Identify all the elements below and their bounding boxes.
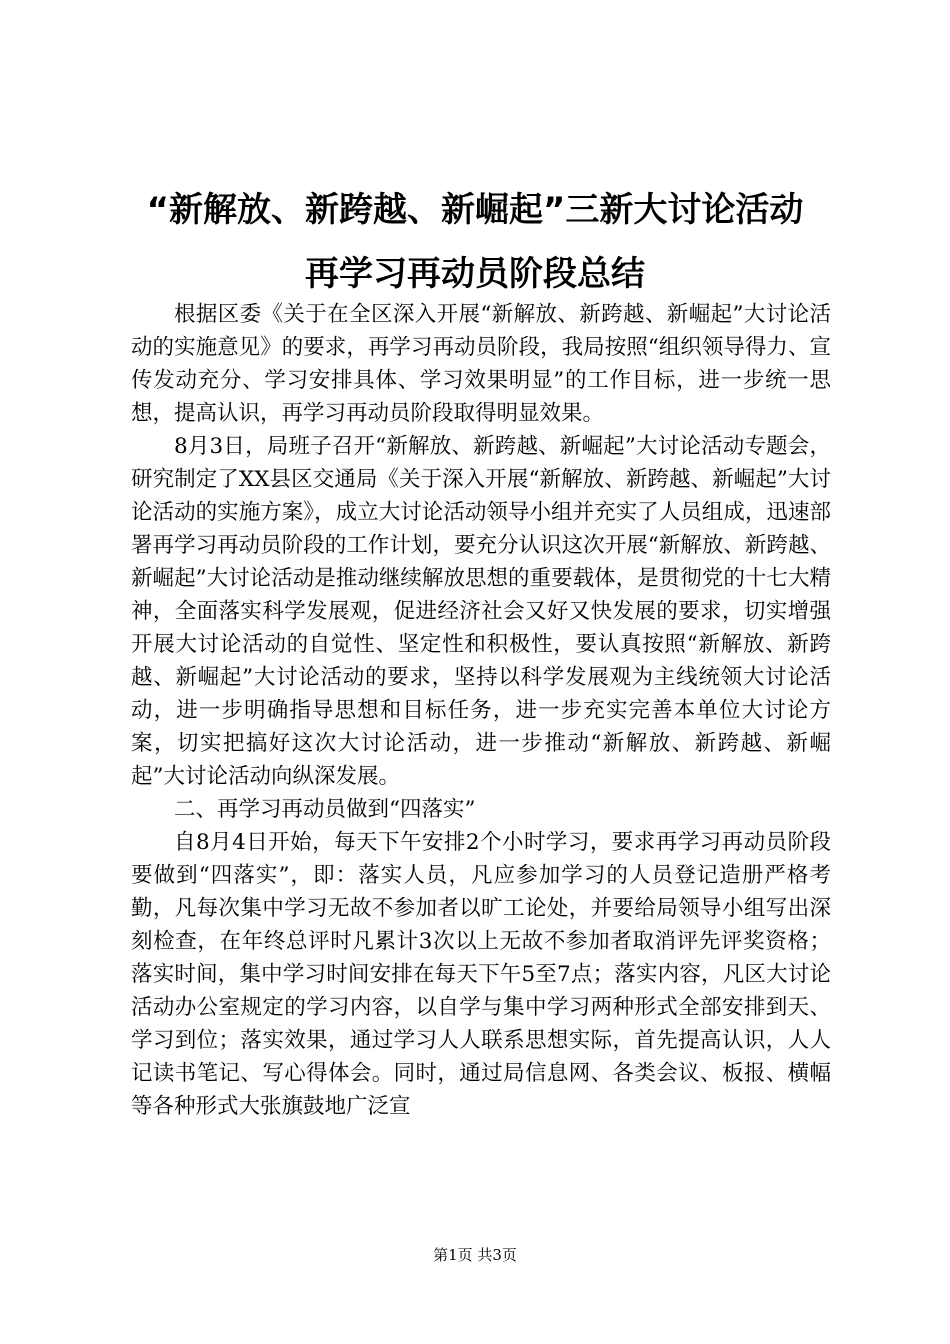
paragraph-meeting: 8月3日，局班子召开“新解放、新跨越、新崛起”大讨论活动专题会，研究制定了XX县区交通局《关于深入开展“新解放、新跨越、新崛起”大讨论活动的实施方案》，成立大讨论活动领导小组并充实了人员组成，迅速部署再学习再动员阶段的工作计划，要充分认识这次开展“新解放、新跨越、新崛起”大讨论活动是推动继续解放思想的重要载体，是贯彻党的十七大精神，全面落实科学发展观，促进经济社会又好又快发展的要求，切实增强开展大讨论活动的自觉性、坚定性和积极性，要认真按照“新解放、新跨越、新崛起”大讨论活动的要求，坚持以科学发展观为主线统领大讨论活动，进一步明确指导思想和目标任务，进一步充实完善本单位大讨论方案，切实把搞好这次大讨论活动，进一步推动“新解放、新跨越、新崛起”大讨论活动向纵深发展。 bbox=[131, 434, 831, 789]
section-heading-four-implementations: 二、再学习再动员做到“四落实” bbox=[174, 797, 476, 822]
page-footer: 第1页 共3页 bbox=[433, 1246, 517, 1264]
paragraph-study-schedule: 自8月4日开始，每天下午安排2个小时学习，要求再学习再动员阶段要做到“四落实”，即：落实人员，凡应参加学习的人员登记造册严格考勤，凡每次集中学习无故不参加者以旷工论处，并要给局领导小组写出深刻检查，在年终总评时凡累计3次以上无故不参加者取消评先评奖资格；落实时间，集中学习时间安排在每天下午5至7点；落实内容，凡区大讨论活动办公室规定的学习内容，以自学与集中学习两种形式全部安排到天、学习到位；落实效果，通过学习人人联系思想实际，首先提高认识，人人记读书笔记、写心得体会。同时，通过局信息网、各类会议、板报、横幅等各种形式大张旗鼓地广泛宣 bbox=[131, 830, 831, 1119]
paragraph-intro: 根据区委《关于在全区深入开展“新解放、新跨越、新崛起”大讨论活动的实施意见》的要求，再学习再动员阶段，我局按照“组织领导得力、宣传发动充分、学习安排具体、学习效果明显”的工作目标，进一步统一思想，提高认识，再学习再动员阶段取得明显效果。 bbox=[131, 302, 831, 426]
document-title-line-2: 再学习再动员阶段总结 bbox=[305, 254, 645, 294]
document-body bbox=[131, 298, 831, 1123]
document-title-line-1: “新解放、新跨越、新崛起”三新大讨论活动 bbox=[146, 190, 804, 230]
